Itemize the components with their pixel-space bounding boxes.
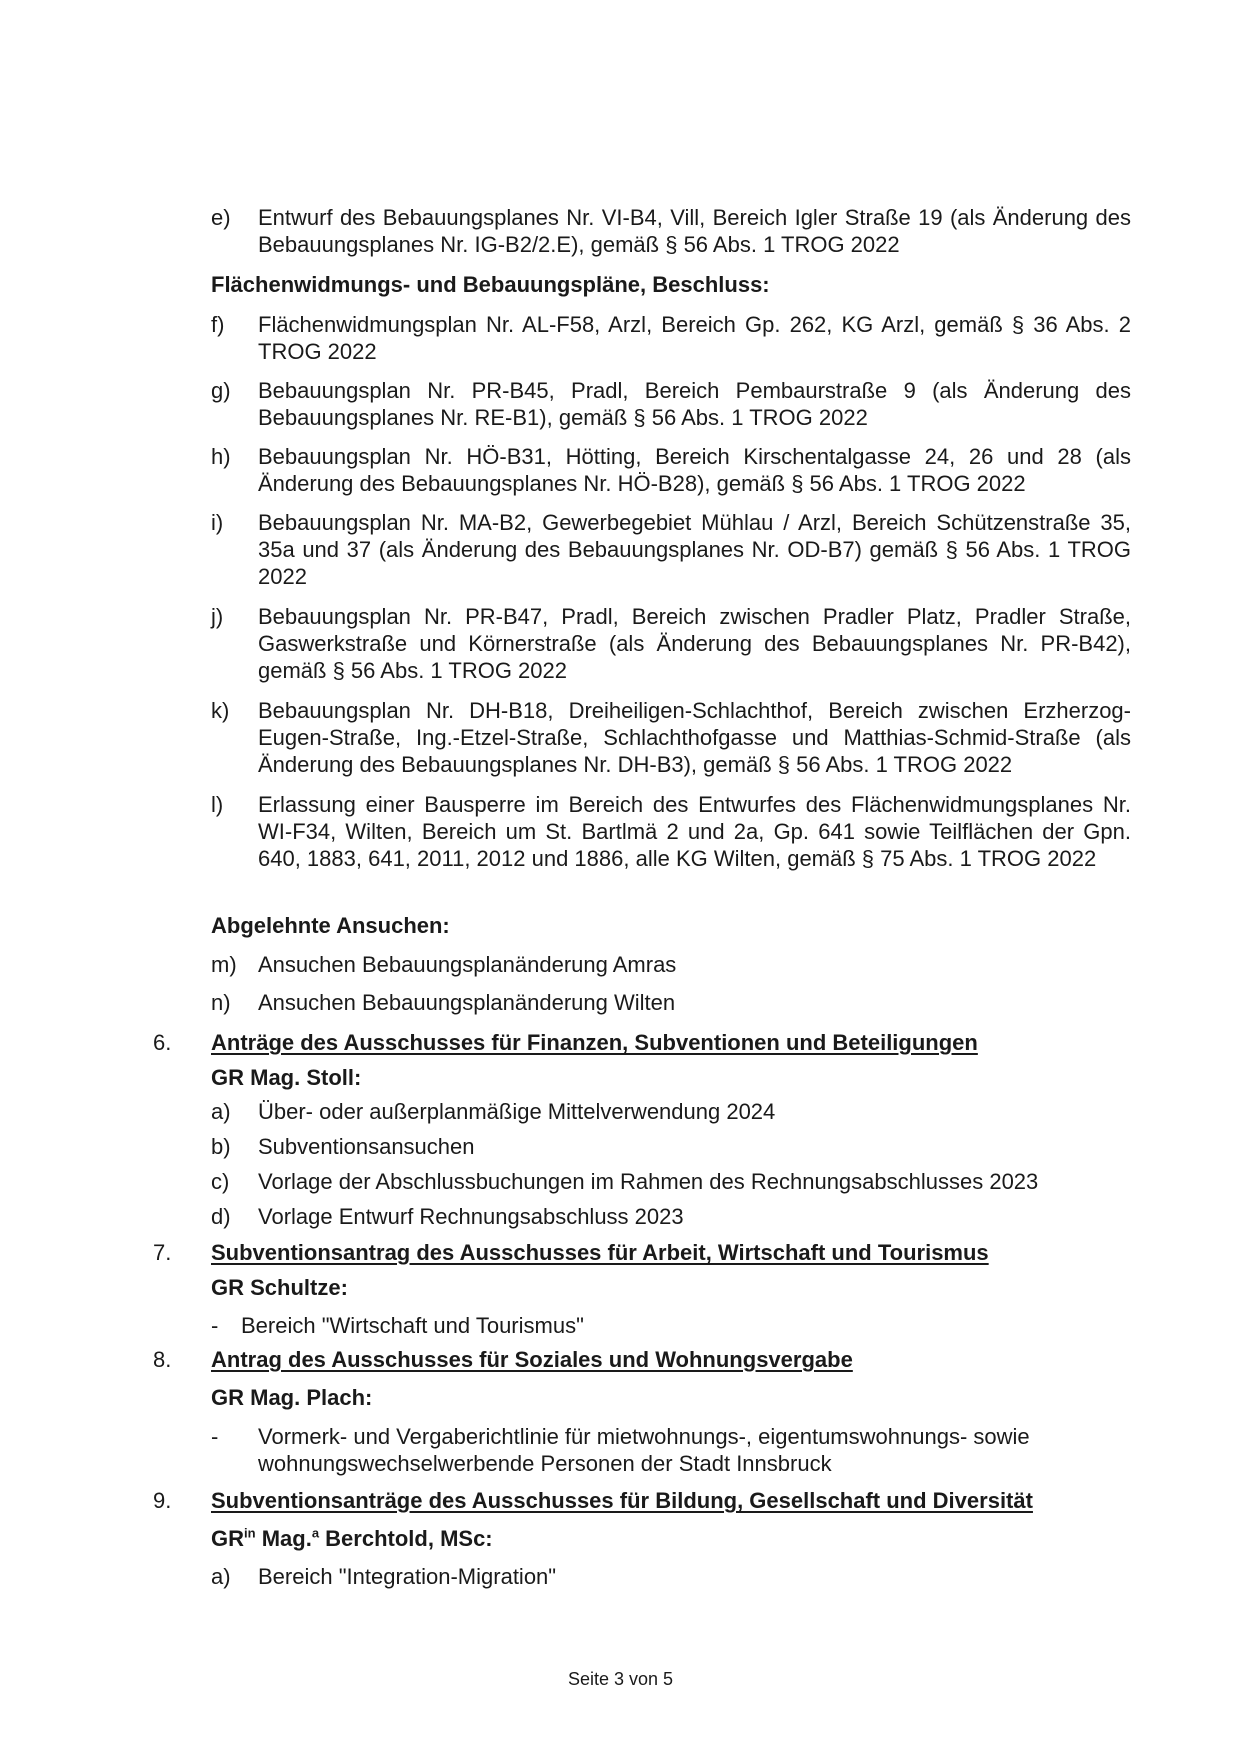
item-text: Ansuchen Bebauungsplanänderung Amras bbox=[258, 952, 677, 977]
item-text: Bebauungsplan Nr. MA-B2, Gewerbegebiet Mühlau / Arzl, Bereich Schützenstraße 35, 35a und 37 (als Änderung des Bebauungsplanes Nr. OD-B7) gemäß § 56 Abs. 1 TROG 2022 bbox=[258, 510, 1131, 589]
item-label: e) bbox=[211, 205, 231, 230]
section-number: 7. bbox=[153, 1240, 172, 1265]
item-label: j) bbox=[211, 604, 224, 629]
list-item bbox=[211, 311, 1131, 365]
list-item bbox=[211, 951, 1131, 978]
list-item bbox=[211, 791, 1131, 872]
speaker-mag: Mag. bbox=[261, 1526, 312, 1551]
item-text: Bebauungsplan Nr. DH-B18, Dreiheiligen-Schlachthof, Bereich zwischen Erzherzog-Eugen-Straße, Ing.-Etzel-Straße, Schlachthofgasse und Matthias-Schmid-Straße (als Änderung des Bebauungsplanes Nr. DH-B3), gemäß § 56 Abs. 1 TROG 2022 bbox=[258, 698, 1131, 777]
item-label: a) bbox=[211, 1564, 231, 1589]
item-label: a) bbox=[211, 1099, 231, 1124]
section-title: Anträge des Ausschusses für Finanzen, Subventionen und Beteiligungen bbox=[211, 1030, 978, 1055]
list-item bbox=[211, 1423, 1111, 1477]
item-text: Bebauungsplan Nr. PR-B47, Pradl, Bereich zwischen Pradler Platz, Pradler Straße, Gaswerkstraße und Körnerstraße (als Änderung des Bebauungsplanes Nr. PR-B42), gemäß § 56 Abs. 1 TROG 2022 bbox=[258, 604, 1131, 683]
list-item bbox=[211, 1133, 1131, 1160]
item-text: Subventionsansuchen bbox=[258, 1134, 475, 1159]
speaker: GR Schultze: bbox=[211, 1275, 348, 1300]
item-label: h) bbox=[211, 444, 231, 469]
item-label: g) bbox=[211, 378, 231, 403]
item-text: Bebauungsplan Nr. PR-B45, Pradl, Bereich Pembaurstraße 9 (als Änderung des Bebauungsplanes Nr. RE-B1), gemäß § 56 Abs. 1 TROG 2022 bbox=[258, 378, 1131, 430]
list-item bbox=[211, 1203, 1131, 1230]
item-label: n) bbox=[211, 990, 231, 1015]
item-label: b) bbox=[211, 1134, 231, 1159]
speaker: GR Mag. Plach: bbox=[211, 1385, 373, 1410]
item-label: f) bbox=[211, 312, 225, 337]
item-text: Vorlage Entwurf Rechnungsabschluss 2023 bbox=[258, 1204, 684, 1229]
list-item bbox=[211, 603, 1131, 684]
section-title: Subventionsanträge des Ausschusses für Bildung, Gesellschaft und Diversität bbox=[211, 1488, 1033, 1513]
list-item bbox=[211, 1168, 1131, 1195]
speaker: GR Mag. Stoll: bbox=[211, 1065, 362, 1090]
item-label: - bbox=[211, 1313, 219, 1338]
item-label: d) bbox=[211, 1204, 231, 1229]
item-text: Vorlage der Abschlussbuchungen im Rahmen des Rechnungsabschlusses 2023 bbox=[258, 1169, 1039, 1194]
item-label: i) bbox=[211, 510, 224, 535]
heading-beschluss: Flächenwidmungs- und Bebauungspläne, Beschluss: bbox=[211, 272, 770, 297]
speaker bbox=[211, 1525, 493, 1552]
list-item bbox=[211, 697, 1131, 778]
list-item bbox=[211, 1563, 1131, 1590]
list-item bbox=[211, 204, 1131, 258]
speaker-mag-sup: a bbox=[311, 1525, 320, 1541]
item-label: - bbox=[211, 1424, 219, 1449]
speaker-gr-sup: in bbox=[244, 1525, 256, 1541]
item-label: l) bbox=[211, 792, 224, 817]
item-text: Vormerk- und Vergaberichtlinie für mietwohnungs-, eigentumswohnungs- sowie wohnungswechselwerbende Personen der Stadt Innsbruck bbox=[258, 1424, 1030, 1476]
list-item bbox=[211, 1098, 1131, 1125]
item-label: m) bbox=[211, 952, 237, 977]
item-text: Über- oder außerplanmäßige Mittelverwendung 2024 bbox=[258, 1099, 776, 1124]
item-text: Erlassung einer Bausperre im Bereich des Entwurfes des Flächenwidmungsplanes Nr. WI-F34, Wilten, Bereich um St. Bartlmä 2 und 2a, Gp. 641 sowie Teilflächen der Gpn. 640, 1883, 641, 2011, 2012 und 1886, alle KG Wilten, gemäß § 75 Abs. 1 TROG 2022 bbox=[258, 792, 1131, 871]
item-text: Ansuchen Bebauungsplanänderung Wilten bbox=[258, 990, 676, 1015]
item-text: Bereich "Wirtschaft und Tourismus" bbox=[241, 1313, 584, 1338]
section-title: Antrag des Ausschusses für Soziales und Wohnungsvergabe bbox=[211, 1347, 853, 1372]
heading-abgelehnt: Abgelehnte Ansuchen: bbox=[211, 913, 450, 938]
list-item bbox=[211, 989, 1131, 1016]
list-item bbox=[211, 509, 1131, 590]
section-number: 9. bbox=[153, 1488, 172, 1513]
item-label: k) bbox=[211, 698, 230, 723]
list-item bbox=[211, 443, 1131, 497]
list-item bbox=[211, 1312, 1131, 1339]
item-label: c) bbox=[211, 1169, 230, 1194]
section-number: 8. bbox=[153, 1347, 172, 1372]
section-title: Subventionsantrag des Ausschusses für Arbeit, Wirtschaft und Tourismus bbox=[211, 1240, 989, 1265]
item-text: Entwurf des Bebauungsplanes Nr. VI-B4, Vill, Bereich Igler Straße 19 (als Änderung des Bebauungsplanes Nr. IG-B2/2.E), gemäß § 56 Abs. 1 TROG 2022 bbox=[258, 205, 1131, 257]
section-number: 6. bbox=[153, 1030, 172, 1055]
list-item bbox=[211, 377, 1131, 431]
item-text: Flächenwidmungsplan Nr. AL-F58, Arzl, Bereich Gp. 262, KG Arzl, gemäß § 36 Abs. 2 TROG 2022 bbox=[258, 312, 1131, 364]
speaker-rest: Berchtold, MSc: bbox=[325, 1526, 493, 1551]
item-text: Bereich "Integration-Migration" bbox=[258, 1564, 557, 1589]
page-footer: Seite 3 von 5 bbox=[567, 1669, 674, 1689]
item-text: Bebauungsplan Nr. HÖ-B31, Hötting, Bereich Kirschentalgasse 24, 26 und 28 (als Änderung des Bebauungsplanes Nr. HÖ-B28), gemäß § 56 Abs. 1 TROG 2022 bbox=[258, 444, 1131, 496]
speaker-gr: GR bbox=[211, 1526, 244, 1551]
